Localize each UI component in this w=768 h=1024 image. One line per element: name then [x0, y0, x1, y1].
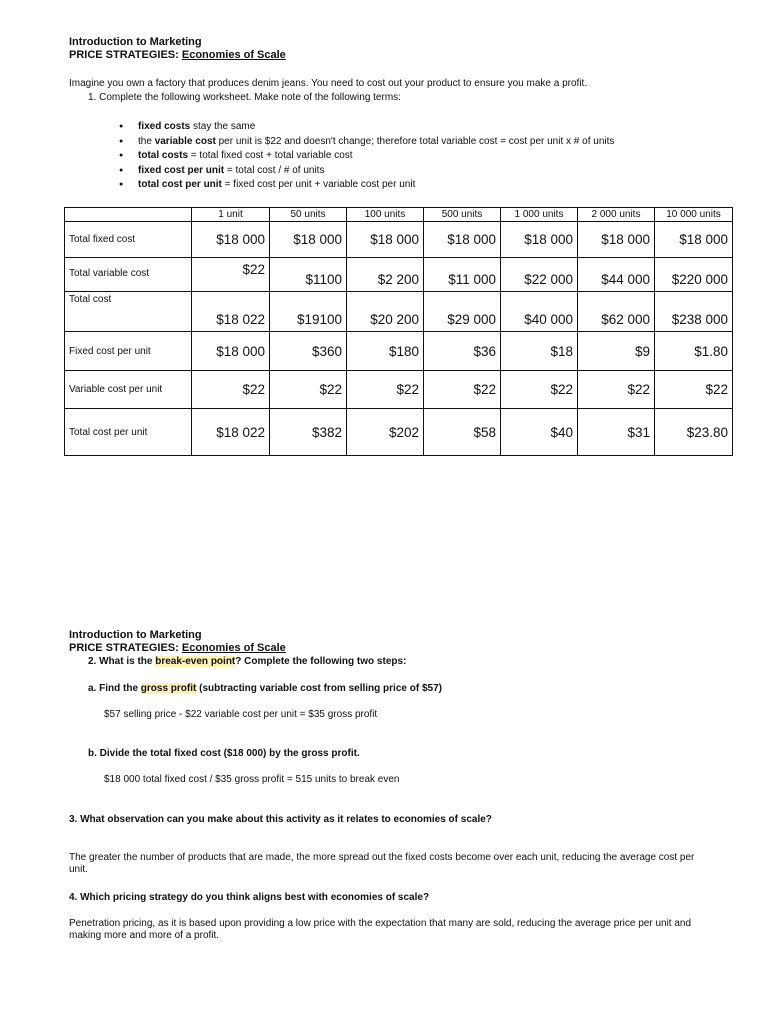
table-cell: $18 000 [501, 222, 578, 258]
page1-topic-prefix: PRICE STRATEGIES: [69, 49, 179, 61]
page1-course-title: Introduction to Marketing [69, 36, 202, 48]
table-cell: $22 [424, 371, 501, 409]
row-label: Total cost [65, 292, 192, 332]
row-label: Total variable cost [65, 258, 192, 292]
table-cell: $11 000 [424, 258, 501, 292]
table-cell: $202 [347, 409, 424, 456]
table-cell: $22 [270, 371, 347, 409]
table-row [65, 409, 733, 456]
question-2: 2. What is the break-even point? Complete the following two steps: [88, 656, 407, 667]
table-row [65, 332, 733, 371]
table-cell: $23.80 [655, 409, 733, 456]
table-row [65, 258, 733, 292]
column-header: 10 000 units [655, 208, 733, 222]
table-row [65, 371, 733, 409]
terms-list [112, 120, 614, 193]
page2-topic: Economies of Scale [181, 642, 286, 654]
table-cell: $40 [501, 409, 578, 456]
term-item: ● fixed cost per unit = total cost / # of units [112, 164, 614, 179]
table-cell: $18 000 [347, 222, 424, 258]
question-2b: b. Divide the total fixed cost ($18 000) by the gross profit. [88, 748, 360, 759]
page2-topic-prefix: PRICE STRATEGIES: [69, 642, 179, 654]
question-4: 4. Which pricing strategy do you think aligns best with economies of scale? [69, 892, 430, 903]
page2-topic-heading [69, 642, 286, 655]
table-cell: $40 000 [501, 292, 578, 332]
table-cell: $29 000 [424, 292, 501, 332]
table-cell: $18 022 [192, 409, 270, 456]
page1-topic-heading [69, 49, 286, 62]
row-label: Total cost per unit [65, 409, 192, 456]
table-row [65, 292, 733, 332]
table-cell: $18 000 [192, 222, 270, 258]
page2-course-title: Introduction to Marketing [69, 629, 202, 641]
term-item: ● total cost per unit = fixed cost per unit + variable cost per unit [112, 178, 614, 193]
break-even-highlight: break-even point [155, 656, 236, 667]
table-cell: $22 [192, 371, 270, 409]
table-cell: $180 [347, 332, 424, 371]
table-cell: $62 000 [578, 292, 655, 332]
row-label: Total fixed cost [65, 222, 192, 258]
table-cell: $22 000 [501, 258, 578, 292]
table-row [65, 222, 733, 258]
answer-2a: $57 selling price - $22 variable cost per unit = $35 gross profit [104, 709, 378, 720]
table-cell: $58 [424, 409, 501, 456]
table-cell: $18 000 [424, 222, 501, 258]
table-cell: $9 [578, 332, 655, 371]
term-item: ● total costs = total fixed cost + total variable cost [112, 149, 614, 164]
column-header: 50 units [270, 208, 347, 222]
table-cell: $1.80 [655, 332, 733, 371]
table-cell: $22 [347, 371, 424, 409]
intro-text: Imagine you own a factory that produces denim jeans. You need to cost out your product to ensure you make a profit. [69, 78, 588, 89]
column-header: 100 units [347, 208, 424, 222]
table-cell: $19100 [270, 292, 347, 332]
table-cell: $20 200 [347, 292, 424, 332]
term-item: ● fixed costs stay the same [112, 120, 614, 135]
table-cell: $22 [578, 371, 655, 409]
table-cell: $360 [270, 332, 347, 371]
table-cell: $382 [270, 409, 347, 456]
question-3: 3. What observation can you make about this activity as it relates to economies of scale? [69, 814, 492, 825]
row-label: Variable cost per unit [65, 371, 192, 409]
table-cell: $18 [501, 332, 578, 371]
header-empty [65, 208, 192, 222]
gross-profit-highlight: gross profit [140, 683, 197, 694]
question-2a: a. Find the gross profit (subtracting variable cost from selling price of $57) [88, 683, 442, 694]
table-cell: $18 000 [270, 222, 347, 258]
column-header: 500 units [424, 208, 501, 222]
cost-worksheet-table [64, 207, 733, 456]
table-cell: $18 022 [192, 292, 270, 332]
page1-topic: Economies of Scale [181, 49, 286, 61]
table-cell: $18 000 [578, 222, 655, 258]
table-cell: $44 000 [578, 258, 655, 292]
table-cell: $1100 [270, 258, 347, 292]
column-header: 1 unit [192, 208, 270, 222]
row-label: Fixed cost per unit [65, 332, 192, 371]
column-header: 2 000 units [578, 208, 655, 222]
table-cell: $238 000 [655, 292, 733, 332]
table-cell: $18 000 [192, 332, 270, 371]
table-cell: $36 [424, 332, 501, 371]
table-cell: $22 [192, 258, 270, 292]
table-cell: $18 000 [655, 222, 733, 258]
answer-3: The greater the number of products that are made, the more spread out the fixed costs become over each unit, reducing the average cost per unit. [69, 852, 695, 875]
table-cell: $22 [501, 371, 578, 409]
answer-4: Penetration pricing, as it is based upon providing a low price with the expectation that many are sold, reducing the average price per unit and making more and more of a profit. [69, 918, 692, 941]
table-header-row [65, 208, 733, 222]
column-header: 1 000 units [501, 208, 578, 222]
table-cell: $220 000 [655, 258, 733, 292]
table-cell: $22 [655, 371, 733, 409]
term-item: ● the variable cost per unit is $22 and doesn't change; therefore total variable cost = cost per unit x # of units [112, 135, 614, 150]
step-1-instruction: 1. Complete the following worksheet. Make note of the following terms: [88, 92, 401, 103]
table-cell: $31 [578, 409, 655, 456]
table-cell: $2 200 [347, 258, 424, 292]
answer-2b: $18 000 total fixed cost / $35 gross profit = 515 units to break even [104, 774, 400, 785]
